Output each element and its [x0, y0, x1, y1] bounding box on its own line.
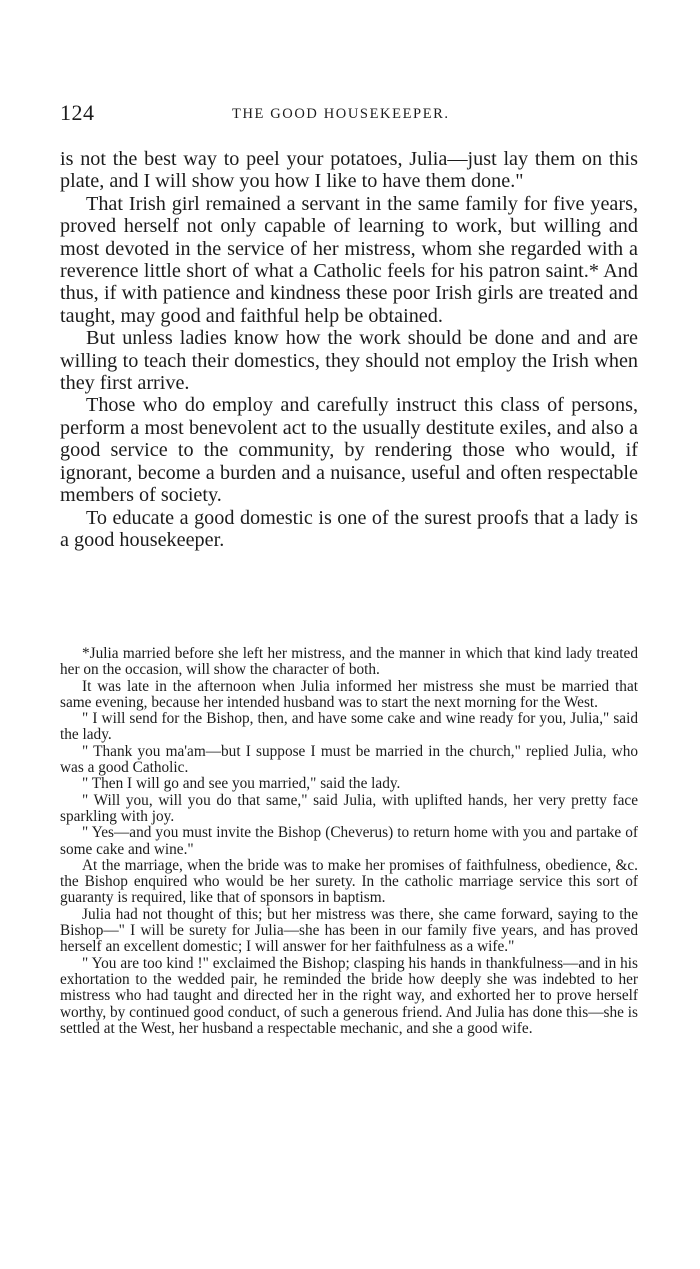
running-head: THE GOOD HOUSEKEEPER. — [232, 106, 450, 122]
footnote-paragraph: " I will send for the Bishop, then, and have some cake and wine ready for you, Julia," said the lady. — [60, 710, 638, 744]
footnote-paragraph: *Julia married before she left her mistress, and the manner in which that kind lady treated her on the occasion, will show the character of both. — [60, 645, 638, 679]
footnote-paragraph: It was late in the afternoon when Julia informed her mistress she must be married that same evening, because her intended husband was to start the next morning for the West. — [60, 677, 638, 711]
footnote-paragraph: At the marriage, when the bride was to make her promises of faithfulness, obedience, &c. the Bishop enquired who would be her surety. In the catholic marriage service this sort of guaranty is required, like that of sponsors in baptism. — [60, 856, 638, 907]
footnote-paragraph: " Yes—and you must invite the Bishop (Cheverus) to return home with you and partake of some cake and wine." — [60, 824, 638, 858]
footnote-paragraph: " Then I will go and see you married," said the lady. — [82, 775, 401, 793]
footnote-paragraph: Julia had not thought of this; but her mistress was there, she came forward, saying to the Bishop—" I will be surety for Julia—she has been in our family five years, and has proved herself an excellent domestic; I will answer for her faithfulness as a wife." — [60, 905, 638, 956]
body-paragraph: To educate a good domestic is one of the surest proofs that a lady is a good housekeeper. — [60, 506, 638, 551]
body-paragraph: is not the best way to peel your potatoes, Julia—just lay them on this plate, and I will show you how I like to have them done." — [60, 148, 638, 193]
body-paragraph: But unless ladies know how the work should be done and and are willing to teach their domestics, they should not employ the Irish when they first arrive. — [60, 327, 638, 395]
page-header — [60, 100, 640, 130]
footnote-paragraph: " You are too kind !" exclaimed the Bishop; clasping his hands in thankfulness—and in his exhortation to the wedded pair, he reminded the bride how deeply she was indebted to her mistress who had taught and directed her in the right way, and exhorted her to prove herself worthy, by continued good conduct, of such a generous friend. And Julia has done this—she is settled at the West, her husband a respectable mechanic, and she a good wife. — [60, 954, 638, 1037]
footnote-block — [60, 646, 638, 1037]
footnote-paragraph: " Will you, will you do that same," said Julia, with uplifted hands, her very pretty face sparkling with joy. — [60, 791, 638, 825]
body-paragraph: That Irish girl remained a servant in the same family for five years, proved herself not only capable of learning to work, but willing and most devoted in the service of her mistress, whom she regarded with a reverence little short of what a Catholic feels for his patron saint.* And thus, if with patience and kindness these poor Irish girls are treated and taught, may good and faithful help be obtained. — [60, 192, 638, 327]
page-number: 124 — [60, 100, 95, 125]
main-text — [60, 148, 638, 551]
body-paragraph: Those who do employ and carefully instruct this class of persons, perform a most benevolent act to the usually destitute exiles, and also a good service to the community, by rendering those who would, if ignorant, become a burden and a nuisance, useful and often respectable members of society. — [60, 394, 638, 507]
footnote-paragraph: " Thank you ma'am—but I suppose I must be married in the church," replied Julia, who was a good Catholic. — [60, 742, 638, 777]
